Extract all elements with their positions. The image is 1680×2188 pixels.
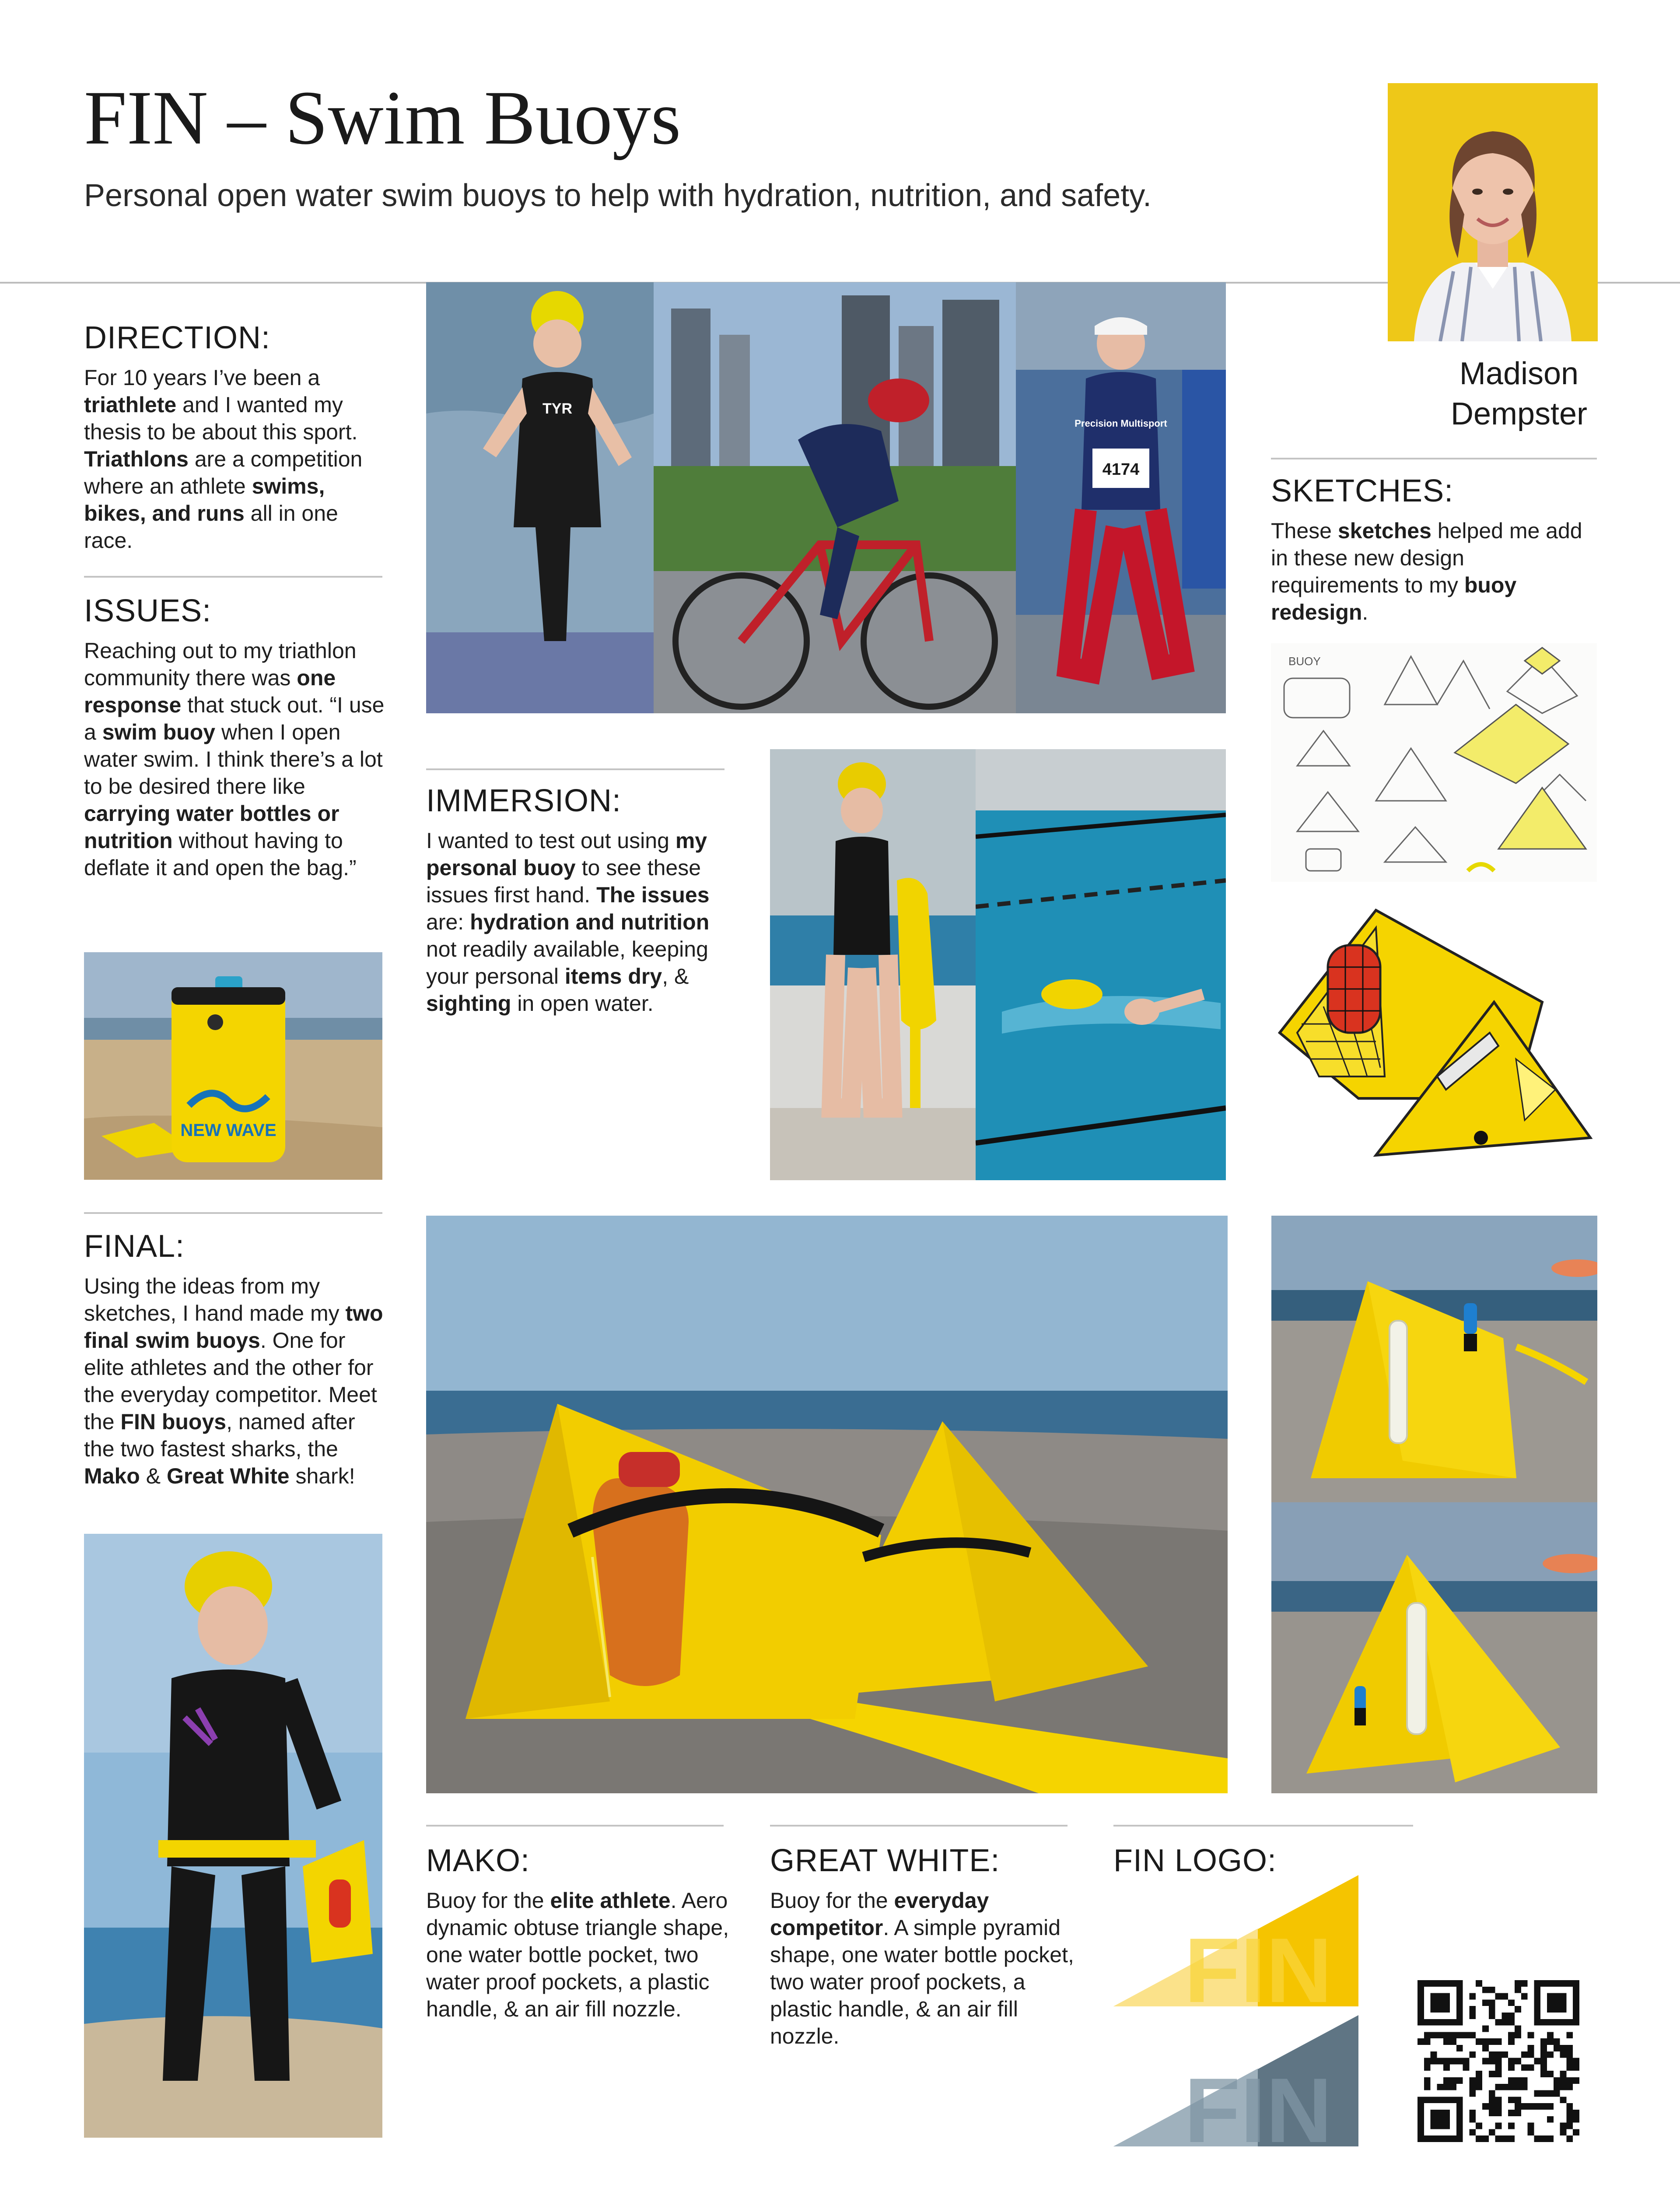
text-run: in open water. — [511, 991, 654, 1016]
jersey-text: Precision Multisport — [1074, 418, 1167, 429]
swim-cap-brand-text: TYR — [542, 400, 572, 417]
final-text — [84, 1273, 390, 1490]
pool-swim-photo — [976, 749, 1226, 1180]
text-run: to see these issues first hand. — [426, 856, 701, 907]
author-first-name: Madison — [1459, 356, 1579, 391]
final-buoys-hero-photo — [426, 1216, 1228, 1793]
direction-text — [84, 364, 386, 554]
fin-logo-yellow — [1113, 1875, 1358, 2006]
bike-leg-photo — [654, 282, 1016, 713]
text-run: Using the ideas from my sketches, I hand made my — [84, 1274, 346, 1325]
fin-logo-slate-text: FIN — [1184, 2059, 1332, 2146]
dry-bag-buoy-photo — [84, 952, 382, 1180]
fin-logo-yellow-text: FIN — [1184, 1919, 1332, 2006]
issues-text — [84, 637, 386, 881]
bold-text-run: The issues — [596, 883, 710, 907]
great-white-text — [770, 1887, 1076, 2050]
bold-text-run: sighting — [426, 991, 511, 1016]
mako-heading: MAKO: — [426, 1843, 530, 1878]
great-white-divider — [770, 1825, 1068, 1827]
author-portrait-photo — [1388, 83, 1598, 341]
text-run: , named after the two fastest sharks, the — [84, 1410, 355, 1461]
bold-text-run: one response — [84, 666, 336, 717]
author-name — [1388, 354, 1650, 434]
bold-text-run: two final swim buoys — [84, 1301, 383, 1353]
text-run: These — [1271, 519, 1338, 543]
bold-text-run: elite athlete — [550, 1888, 671, 1913]
text-run: not readily available, keeping your personal — [426, 937, 708, 989]
bold-text-run: my personal buoy — [426, 828, 707, 880]
text-run: & — [140, 1464, 167, 1488]
text-run: shark! — [289, 1464, 355, 1488]
page-title: FIN – Swim Buoys — [84, 75, 681, 161]
text-run: that stuck out. “I use a — [84, 693, 385, 744]
text-run: . — [1362, 600, 1368, 624]
bold-text-run: items dry — [564, 964, 662, 989]
fin-logo-divider — [1113, 1825, 1413, 1827]
sketch-label-text: BUOY — [1288, 655, 1321, 668]
fin-logo-slate — [1113, 2015, 1358, 2146]
bold-text-run: hydration and nutrition — [470, 910, 710, 934]
great-white-heading: GREAT WHITE: — [770, 1843, 1000, 1878]
text-run: . One for elite athletes and the other for the everyday competitor. Meet the — [84, 1328, 377, 1434]
text-run: . A simple pyramid shape, one water bottle pocket, two water proof pockets, a plastic handle, & an air fill nozzle. — [770, 1915, 1074, 2048]
author-last-name: Dempster — [1450, 396, 1588, 431]
great-white-buoy-beach-photo — [1271, 1502, 1597, 1793]
race-bib-number: 4174 — [1102, 460, 1140, 479]
bold-text-run: swim buoy — [102, 720, 216, 744]
text-run: are a competition where an athlete — [84, 447, 363, 498]
text-run: all in one race. — [84, 501, 338, 553]
text-run: For 10 years I’ve been a — [84, 365, 320, 390]
swim-exit-photo — [426, 282, 654, 713]
text-run: , & — [662, 964, 689, 989]
bold-text-run: Mako — [84, 1464, 140, 1488]
sketches-heading: SKETCHES: — [1271, 473, 1454, 508]
bold-text-run: triathlete — [84, 393, 177, 417]
final-divider — [84, 1212, 382, 1214]
text-run: Reaching out to my triathlon community there was — [84, 638, 357, 690]
text-run: and I wanted my thesis to be about this sport. — [84, 393, 358, 444]
qr-code[interactable] — [1418, 1980, 1579, 2142]
buoy-rendering-image — [1271, 893, 1597, 1168]
bold-text-run: swims, bikes, and runs — [84, 474, 325, 526]
final-heading: FINAL: — [84, 1229, 185, 1264]
text-run: . Aero dynamic obtuse triangle shape, one water bottle pocket, two water proof pockets, a plastic handle, & an air fill nozzle. — [426, 1888, 729, 2021]
text-run: when I open water swim. I think there’s a lot to be desired there like — [84, 720, 383, 799]
bold-text-run: FIN buoys — [120, 1410, 227, 1434]
text-run: I wanted to test out using — [426, 828, 676, 853]
text-run: without having to deflate it and open the bag.” — [84, 828, 357, 880]
bold-text-run: Triathlons — [84, 447, 189, 471]
direction-heading: DIRECTION: — [84, 320, 271, 355]
issues-divider — [84, 576, 382, 578]
mako-buoy-beach-photo — [1271, 1216, 1597, 1502]
text-run: helped me add in these new design requirements to my — [1271, 519, 1582, 597]
text-run: Buoy for the — [770, 1888, 894, 1913]
run-leg-photo — [1016, 282, 1226, 713]
mako-divider — [426, 1825, 724, 1827]
text-run: are: — [426, 910, 470, 934]
bold-text-run: everyday competitor — [770, 1888, 989, 1940]
mako-text — [426, 1887, 732, 2023]
bold-text-run: Great White — [166, 1464, 290, 1488]
fin-logo-heading: FIN LOGO: — [1113, 1843, 1277, 1878]
issues-heading: ISSUES: — [84, 593, 212, 628]
text-run: Buoy for the — [426, 1888, 550, 1913]
immersion-text — [426, 827, 728, 1017]
bold-text-run: carrying water bottles or nutrition — [84, 801, 340, 853]
sketches-text — [1271, 517, 1597, 626]
sketches-divider — [1271, 458, 1597, 459]
page-subtitle: Personal open water swim buoys to help with hydration, nutrition, and safety. — [84, 178, 1152, 213]
immersion-heading: IMMERSION: — [426, 783, 622, 818]
dry-bag-brand-text: NEW WAVE — [180, 1121, 276, 1140]
bold-text-run: buoy redesign — [1271, 573, 1517, 624]
bold-text-run: sketches — [1337, 519, 1432, 543]
athlete-with-buoy-photo — [84, 1534, 382, 2138]
immersion-divider — [426, 768, 724, 770]
sketch-page-image — [1271, 643, 1597, 882]
pool-buoy-test-photo — [770, 749, 976, 1180]
